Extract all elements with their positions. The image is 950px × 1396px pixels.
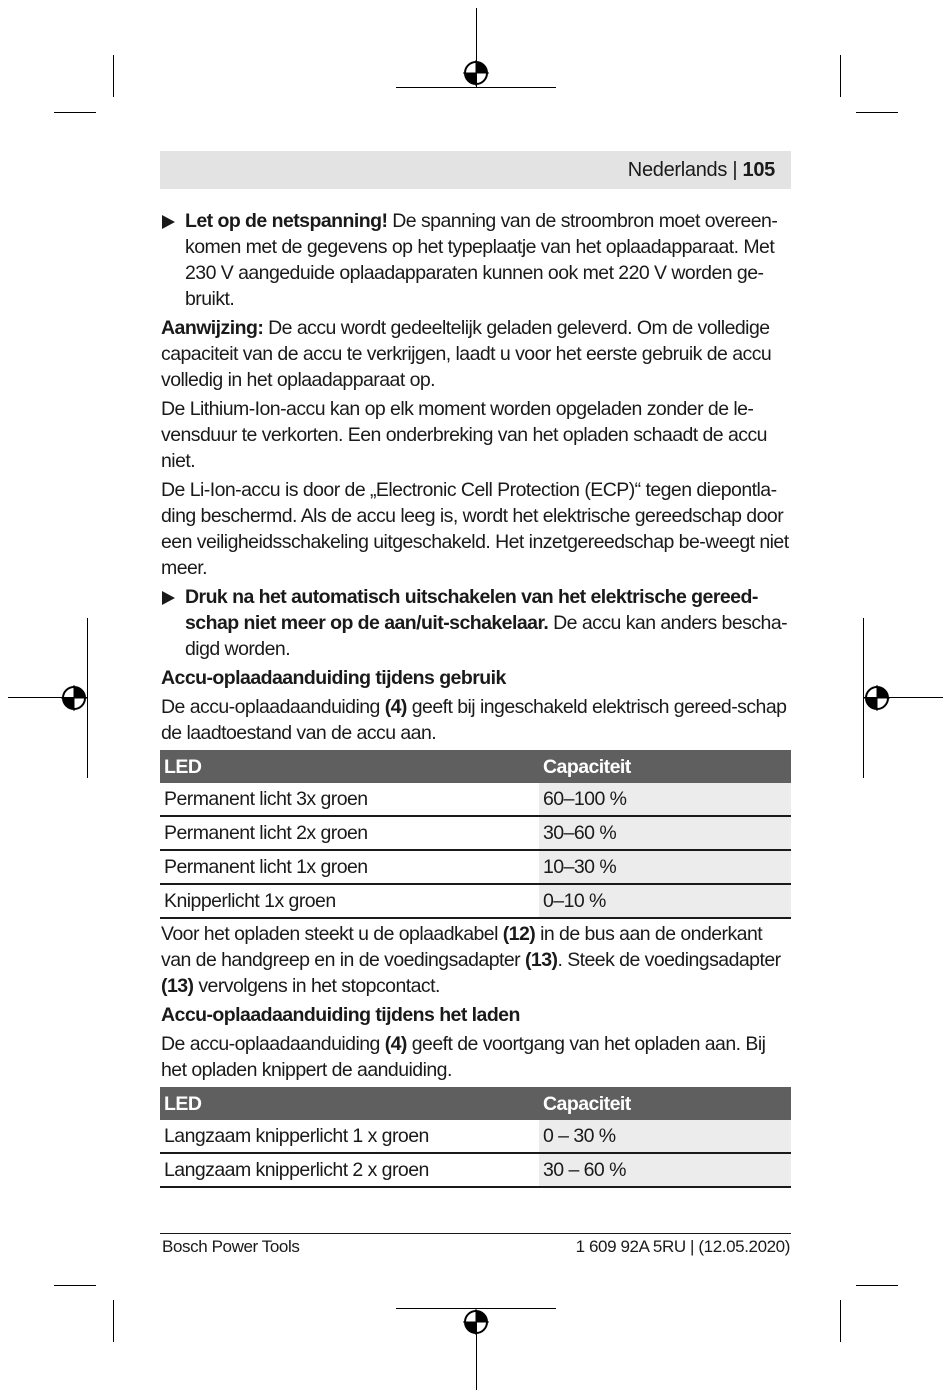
crop-mark — [856, 1285, 898, 1286]
table-cell: 30 – 60 % — [539, 1153, 791, 1187]
triangle-bullet-icon — [162, 215, 175, 229]
note-paragraph — [161, 315, 791, 393]
table-cell: Langzaam knipperlicht 1 x groen — [160, 1120, 539, 1153]
bullet-bold: Druk na het automatisch uitschakelen van het elektrische gereed-schap niet meer op de aan/uit-schakelaar. — [185, 586, 758, 634]
reference-number: (13) — [161, 975, 194, 997]
crop-mark — [113, 1300, 114, 1342]
table-cell: Permanent licht 3x groen — [160, 783, 539, 816]
crop-mark — [87, 618, 88, 778]
reference-number: (4) — [384, 696, 407, 718]
intro-text: De accu-oplaadaanduiding — [161, 1033, 385, 1055]
page-content — [161, 208, 791, 1190]
crop-mark — [856, 112, 898, 113]
footer-divider — [160, 1233, 791, 1234]
table-row — [160, 850, 791, 884]
footer-brand: Bosch Power Tools — [162, 1237, 300, 1256]
warning-bullet-switch — [161, 584, 791, 662]
table-header-capacity: Capaciteit — [539, 1087, 791, 1120]
section-heading-usage: Accu-oplaadaanduiding tijdens gebruik — [161, 667, 506, 689]
table-row — [160, 884, 791, 918]
reference-number: (4) — [384, 1033, 407, 1055]
table-row — [160, 816, 791, 850]
charging-intro — [161, 1031, 791, 1083]
usage-led-table — [160, 750, 791, 919]
footer-doc-number: 1 609 92A 5RU | (12.05.2020) — [575, 1237, 790, 1256]
table-row — [160, 783, 791, 816]
table-cell: Knipperlicht 1x groen — [160, 884, 539, 918]
charging-text: vervolgens in het stopcontact. — [193, 975, 440, 997]
table-cell: Permanent licht 1x groen — [160, 850, 539, 884]
intro-text: De accu-oplaadaanduiding — [161, 696, 385, 718]
table-cell: 60–100 % — [539, 783, 791, 816]
table-header-led: LED — [160, 1087, 539, 1120]
crop-mark — [113, 55, 114, 97]
page-number: 105 — [742, 159, 775, 181]
table-header-row — [160, 1087, 791, 1120]
page-header — [160, 151, 791, 189]
table-cell: 0 – 30 % — [539, 1120, 791, 1153]
table-header-led: LED — [160, 750, 539, 783]
crop-mark — [396, 87, 556, 88]
crop-mark — [840, 1300, 841, 1342]
charging-paragraph — [161, 921, 791, 999]
crop-mark — [840, 55, 841, 97]
crop-mark — [54, 1285, 96, 1286]
charging-led-table — [160, 1087, 791, 1188]
table-header-capacity: Capaciteit — [539, 750, 791, 783]
ecp-paragraph: De Li-Ion-accu is door de „Electronic Cell Protection (ECP)“ tegen diepontla-ding beschermd. Als de accu leeg is, wordt het elektrische gereedschap door een veiligheidsschakeling uitgeschakeld. Het inzetgereedschap be-weegt niet meer. — [161, 479, 789, 579]
table-cell: 30–60 % — [539, 816, 791, 850]
intro-text: geeft de voortgang van het opladen aan. Bij het opladen knippert de aanduiding. — [161, 1033, 766, 1081]
registration-mark-icon — [61, 685, 87, 711]
triangle-bullet-icon — [162, 591, 175, 605]
lithium-paragraph: De Lithium-Ion-accu kan op elk moment worden opgeladen zonder de le-vensduur te verkorten. Een onderbreking van het opladen schaadt de accu niet. — [161, 398, 767, 472]
table-cell: 0–10 % — [539, 884, 791, 918]
note-label: Aanwijzing: — [161, 317, 264, 339]
usage-intro — [161, 694, 791, 746]
table-header-row — [160, 750, 791, 783]
charging-text: in de bus aan de onderkant van de handgreep en in de voedingsadapter — [161, 923, 763, 971]
table-cell: Permanent licht 2x groen — [160, 816, 539, 850]
reference-number: (12) — [502, 923, 536, 945]
registration-mark-icon — [864, 685, 890, 711]
charging-text: Voor het opladen steekt u de oplaadkabel — [161, 923, 503, 945]
table-cell: 10–30 % — [539, 850, 791, 884]
charging-text: . Steek de voedingsadapter — [557, 949, 781, 971]
header-language: Nederlands — [627, 159, 728, 181]
warning-bullet-voltage — [161, 208, 791, 312]
registration-mark-icon — [463, 60, 489, 86]
header-text: Nederlands | 105 — [627, 159, 775, 181]
reference-number: (13) — [524, 949, 558, 971]
table-row — [160, 1153, 791, 1187]
note-text: De accu wordt gedeeltelijk geladen geleverd. Om de volledige capaciteit van de accu te verkrijgen, laadt u voor het eerste gebruik de accu volledig in het oplaadapparaat op. — [161, 317, 772, 391]
registration-mark-icon — [463, 1309, 489, 1335]
bullet-bold: Let op de netspanning! — [185, 210, 388, 232]
table-row — [160, 1120, 791, 1153]
section-heading-charging: Accu-oplaadaanduiding tijdens het laden — [161, 1004, 520, 1026]
crop-mark — [54, 112, 96, 113]
bullet-text: De spanning van de stroombron moet overeen-komen met de gegevens op het typeplaatje van het oplaadapparaat. Met 230 V aangeduide oplaadapparaten kunnen ook met 220 V worden ge-bruikt. — [185, 210, 778, 310]
table-cell: Langzaam knipperlicht 2 x groen — [160, 1153, 539, 1187]
bullet-text: De accu kan anders bescha-digd worden. — [185, 612, 788, 660]
intro-text: geeft bij ingeschakeld elektrisch gereed-schap de laadtoestand van de accu aan. — [161, 696, 787, 744]
